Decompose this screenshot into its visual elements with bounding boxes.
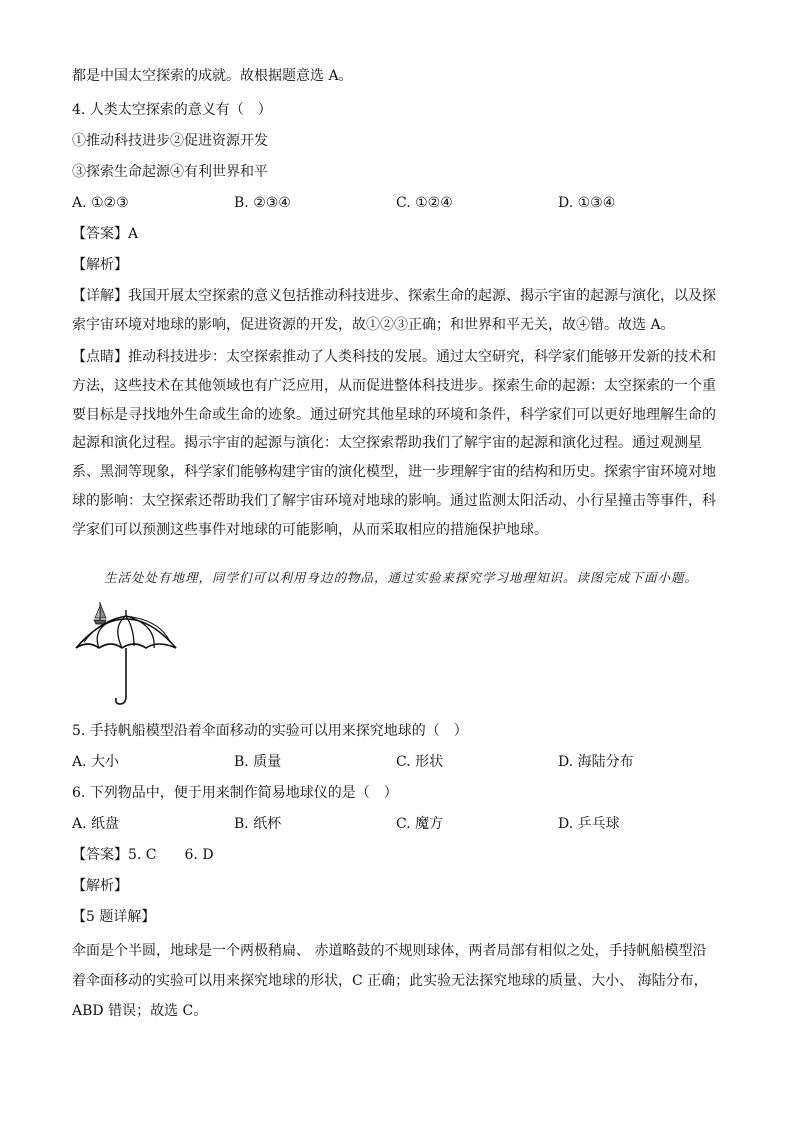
question-5-detail-heading: 【5 题详解】 [72, 909, 156, 925]
point-paragraph [72, 343, 720, 545]
detail-line: 索宇宙环境对地球的影响，促进资源的开发，故①②③正确；和世界和平无关，故④错。故选 A。 [72, 316, 675, 333]
option-d: D. 乒乓球 [558, 816, 620, 832]
detail-line: 着伞面移动的实验可以用来探究地球的形状，C 正确；此实验无法探究地球的质量、大小、 海陆分布， [72, 973, 708, 989]
question-6: 6. 下列物品中，便于用来制作简易地球仪的是（ ） [72, 785, 398, 801]
point-line: 【点睛】推动科技进步：太空探索推动了人类科技的发展。通过太空研究，科学家们能够开发新的技术和 [72, 349, 716, 365]
question-4-statements-1: ①推动科技进步②促进资源开发 [72, 133, 268, 149]
option-c: C. 魔方 [396, 816, 444, 832]
point-line: 要目标是寻找地外生命或生命的迹象。通过研究其他星球的环境和条件，科学家们可以更好地理解生命的 [72, 406, 716, 423]
option-b: B. ②③④ [234, 195, 291, 211]
detail-line: ABD 错误；故选 C。 [72, 1003, 208, 1019]
answer-label: 【答案】5. C 6. D [72, 847, 214, 863]
option-a: A. 纸盘 [72, 816, 120, 832]
q5-detail-paragraph [72, 936, 720, 1026]
option-c: C. ①②④ [396, 195, 453, 211]
detail-line: 伞面是个半圆，地球是一个两极稍扁、 赤道略鼓的不规则球体，两者局部有相似之处，手持帆船模型沿 [72, 943, 707, 959]
text-line: 都是中国太空探索的成就。故根据题意选 A。 [72, 68, 353, 84]
umbrella-with-sailboat-icon [70, 594, 182, 710]
detail-line: 【详解】我国开展太空探索的意义包括推动科技进步、探索生命的起源、揭示宇宙的起源与演化，以及探 [72, 288, 716, 304]
point-line: 起源和演化过程。揭示宇宙的起源与演化：太空探索帮助我们了解宇宙的起源和演化过程。通过观测星 [72, 435, 702, 452]
answer-label: 【答案】A [72, 226, 139, 242]
option-a: A. ①②③ [72, 195, 129, 211]
option-c: C. 形状 [396, 754, 444, 770]
point-line: 方法，这些技术在其他领域也有广泛应用，从而促进整体科技进步。探索生命的起源：太空探索的一个重 [72, 377, 716, 394]
option-b: B. 纸杯 [234, 816, 282, 832]
analysis-label: 【解析】 [72, 878, 128, 894]
question-4-statements-2: ③探索生命起源④有利世界和平 [72, 164, 268, 180]
point-line: 球的影响：太空探索还帮助我们了解宇宙环境对地球的影响。通过监测太阳活动、小行星撞击等事件，科 [72, 492, 716, 509]
analysis-label: 【解析】 [72, 257, 128, 273]
material-intro: 生活处处有地理，同学们可以利用身边的物品，通过实验来探究学习地理知识。读图完成下面小题。 [104, 570, 699, 585]
option-d: D. 海陆分布 [558, 754, 634, 770]
option-a: A. 大小 [72, 754, 120, 770]
point-line: 系、黑洞等现象，科学家们能够构建宇宙的演化模型，进一步理解宇宙的结构和历史。探索宇宙环境对地 [72, 464, 716, 481]
question-4: 4. 人类太空探索的意义有（ ） [72, 102, 272, 118]
option-b: B. 质量 [234, 754, 282, 770]
point-line: 学家们可以预测这些事件对地球的可能影响，从而采取相应的措施保护地球。 [72, 521, 548, 538]
detail-paragraph [72, 282, 720, 340]
option-d: D. ①③④ [558, 195, 616, 211]
question-5: 5. 手持帆船模型沿着伞面移动的实验可以用来探究地球的（ ） [72, 723, 468, 739]
